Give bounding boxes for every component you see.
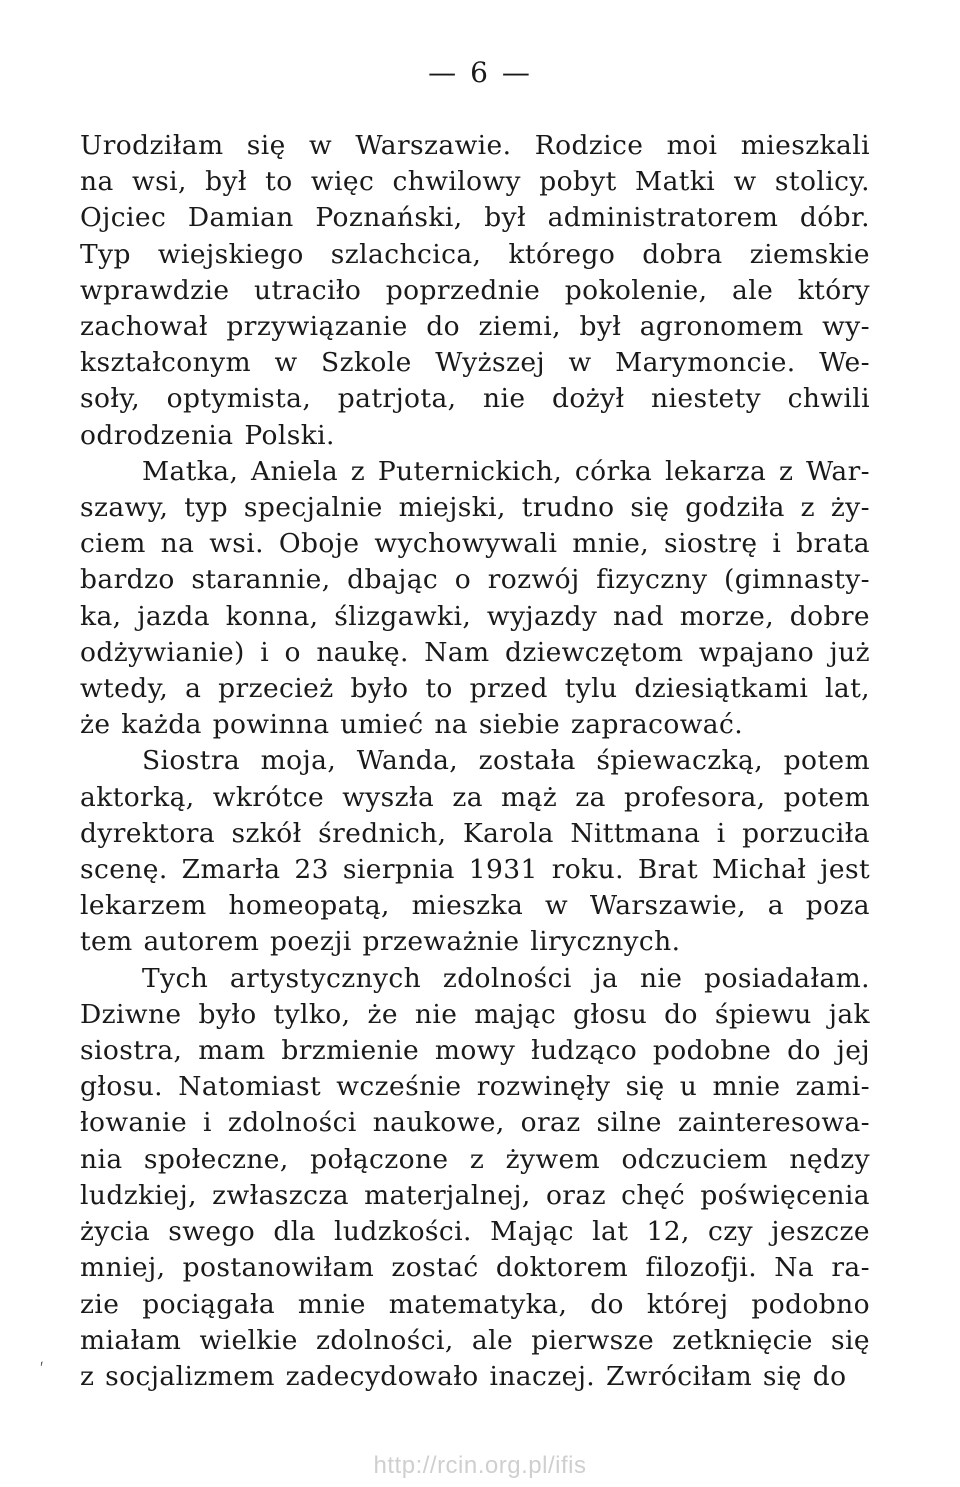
text-line: scenę. Zmarła 23 sierpnia 1931 roku. Brat Michał jest (80, 854, 870, 886)
text-line: łowanie i zdolności naukowe, oraz silne zainteresowa- (80, 1107, 870, 1139)
text-line: Dziwne było tylko, że nie mając głosu do śpiewu jak (80, 998, 870, 1030)
text-line: życia swego dla ludzkości. Mając lat 12, czy jeszcze (80, 1216, 870, 1248)
text-line: tem autorem poezji przeważnie lirycznych. (80, 926, 681, 958)
text-line: lekarzem homeopatą, mieszka w Warszawie, a poza (80, 890, 870, 922)
text-line: odżywianie) i o naukę. Nam dziewczętom wpajano już (80, 636, 870, 668)
text-line: wtedy, a przecież było to przed tylu dziesiątkami lat, (80, 673, 870, 705)
text-line: głosu. Natomiast wcześnie rozwinęły się u mnie zami- (80, 1071, 870, 1103)
text-line: aktorką, wkrótce wyszła za mąż za profesora, potem (80, 781, 870, 813)
page-number-dash-left: — (428, 56, 459, 89)
text-line: zie pociągała mnie matematyka, do której podobno (80, 1288, 870, 1320)
text-line: że każda powinna umieć na siebie zapracować. (80, 709, 744, 741)
text-line: bardzo starannie, dbając o rozwój fizyczny (gimnasty- (80, 564, 870, 596)
text-line: siostra, mam brzmienie mowy łudząco podobne do jej (80, 1035, 870, 1067)
page-number-dash-right: — (501, 56, 532, 89)
text-line: ka, jazda konna, ślizgawki, wyjazdy nad morze, dobre (80, 600, 870, 632)
text-line: ciem na wsi. Oboje wychowywali mnie, siostrę i brata (80, 528, 870, 560)
body-text (80, 128, 870, 1395)
text-line: miałam wielkie zdolności, ale pierwsze zetknięcie się (80, 1324, 870, 1356)
stray-mark: ˊ (35, 1359, 54, 1382)
text-line: zachował przywiązanie do ziemi, był agronomem wy- (80, 311, 870, 343)
text-line: z socjalizmem zadecydowało inaczej. Zwróciłam się do (80, 1360, 847, 1392)
text-line: Typ wiejskiego szlachcica, którego dobra ziemskie (80, 238, 870, 270)
text-line: mniej, postanowiłam zostać doktorem filozofji. Na ra- (80, 1252, 870, 1284)
footer-url-watermark: http://rcin.org.pl/ifis (373, 1452, 587, 1479)
text-line: kształconym w Szkole Wyższej w Marymoncie. We- (80, 347, 870, 379)
text-line: ludzkiej, zwłaszcza materjalnej, oraz chęć poświęcenia (80, 1179, 870, 1211)
page-number-value: 6 (470, 56, 490, 89)
text-line: szawy, typ specjalnie miejski, trudno się godziła z ży- (80, 492, 870, 524)
text-line: Siostra moja, Wanda, została śpiewaczką, potem (142, 745, 870, 777)
text-line: wprawdzie utraciło poprzednie pokolenie, ale który (80, 274, 870, 306)
text-line: Tych artystycznych zdolności ja nie posiadałam. (142, 962, 870, 994)
text-line: soły, optymista, patrjota, nie dożył niestety chwili (80, 383, 870, 415)
text-line: Urodziłam się w Warszawie. Rodzice moi mieszkali (80, 130, 870, 161)
text-line: odrodzenia Polski. (80, 419, 335, 451)
text-line: nia społeczne, połączone z żywem odczuciem nędzy (80, 1143, 870, 1175)
text-line: Ojciec Damian Poznański, był administratorem dóbr. (80, 202, 870, 234)
text-line: na wsi, był to więc chwilowy pobyt Matki w stolicy. (80, 166, 870, 198)
text-line: Matka, Aniela z Puternickich, córka lekarza z War- (142, 455, 870, 487)
text-line: dyrektora szkół średnich, Karola Nittmana i porzuciła (80, 817, 870, 849)
page-number (0, 56, 960, 89)
